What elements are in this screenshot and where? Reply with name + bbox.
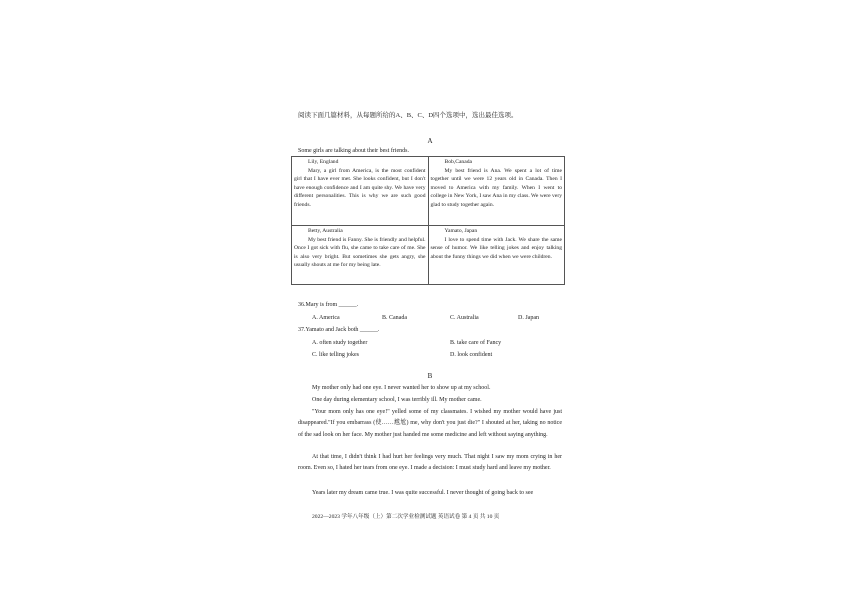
question-37-option-d: D. look confident [450, 352, 493, 358]
friend-cell-bob [428, 157, 565, 226]
friend-cell-name: Yamato, Japan [444, 228, 478, 234]
passage-b-paragraph: My mother only had one eye. I never wanted her to show up at my school. [312, 385, 491, 391]
passage-b-paragraph: Years later my dream came true. I was quite successful. I never thought of going back to see [312, 490, 534, 496]
friend-cell-text: My best friend is Fanny. She is friendly and helpful. Once I got sick with flu, she came to take care of me. She is also very bright. But sometimes she gets angry, she usually shouts at me for my being late. [294, 236, 426, 269]
question-36-stem: 36.Mary is from ______. [298, 302, 359, 308]
friend-cell-lily [292, 157, 429, 226]
question-36-option-a: A. America [312, 315, 340, 321]
section-b-label: B [427, 372, 433, 380]
passage-b-paragraph: At that time, I didn't think I had hurt her feelings very much. That night I saw my mom crying in her room. Even so, I hated her tears from one eye. I made a decision: I must study hard and leave my mother. [298, 454, 562, 472]
question-37-option-c: C. like telling jokes [312, 352, 359, 358]
reading-instructions: 阅读下面几篇材料，从每题所给的A、B、C、D四个选项中，选出最佳选项。 [298, 112, 518, 119]
question-36-option-c: C. Australia [450, 315, 479, 321]
friend-cell-betty [292, 226, 429, 285]
friend-cell-yamato [428, 226, 565, 285]
friend-cell-name: Betty, Australia [308, 228, 343, 234]
question-37-option-b: B. take care of Fancy [450, 340, 502, 346]
question-36-option-d: D. Japan [518, 315, 539, 321]
question-37-option-a: A. often study together [312, 340, 368, 346]
friend-cell-name: Lily, England [308, 159, 339, 165]
best-friends-table [291, 156, 565, 285]
friend-cell-text: Mary, a girl from America, is the most confident girl that I have ever met. She looks confident, but I don't have enough confidence and I am quite shy. We have very different personalities. This is why we are such good friends. [294, 167, 426, 208]
passage-b-paragraph: "Your mom only has one eye!" yelled some of my classmates. I wished my mother would have just disappeared."If you embarrass (使……尴尬) me, why don't you just die?" I shouted at her, taking no notice of the sad look on her face. My mother just handed me some medicine and left without saying anything. [298, 409, 562, 438]
section-a-label: A [427, 137, 433, 145]
friend-cell-text: My best friend is Ana. We spent a lot of time together until we were 12 years old in Canada. Then I moved to America with my family. When I went to college in New York, I saw Ana in my class. We were very glad to study together again. [430, 167, 562, 208]
friend-cell-name: Bob,Canada [444, 159, 472, 165]
page-footer: 2022—2023 学年八年级（上）第二次学业检测试题 英语试卷 第 4 页 共 10 页 [312, 514, 500, 520]
friend-cell-text: I love to spend time with Jack. We share the same sense of humor. We like telling jokes and enjoy talking about the funny things we did when we were children. [430, 236, 562, 260]
question-37-stem: 37.Yamato and Jack both ______. [298, 327, 380, 333]
question-36-option-b: B. Canada [382, 315, 407, 321]
passage-b-paragraph: One day during elementary school, I was terribly ill. My mother came. [312, 397, 482, 403]
section-a-intro: Some girls are talking about their best friends. [298, 148, 409, 154]
